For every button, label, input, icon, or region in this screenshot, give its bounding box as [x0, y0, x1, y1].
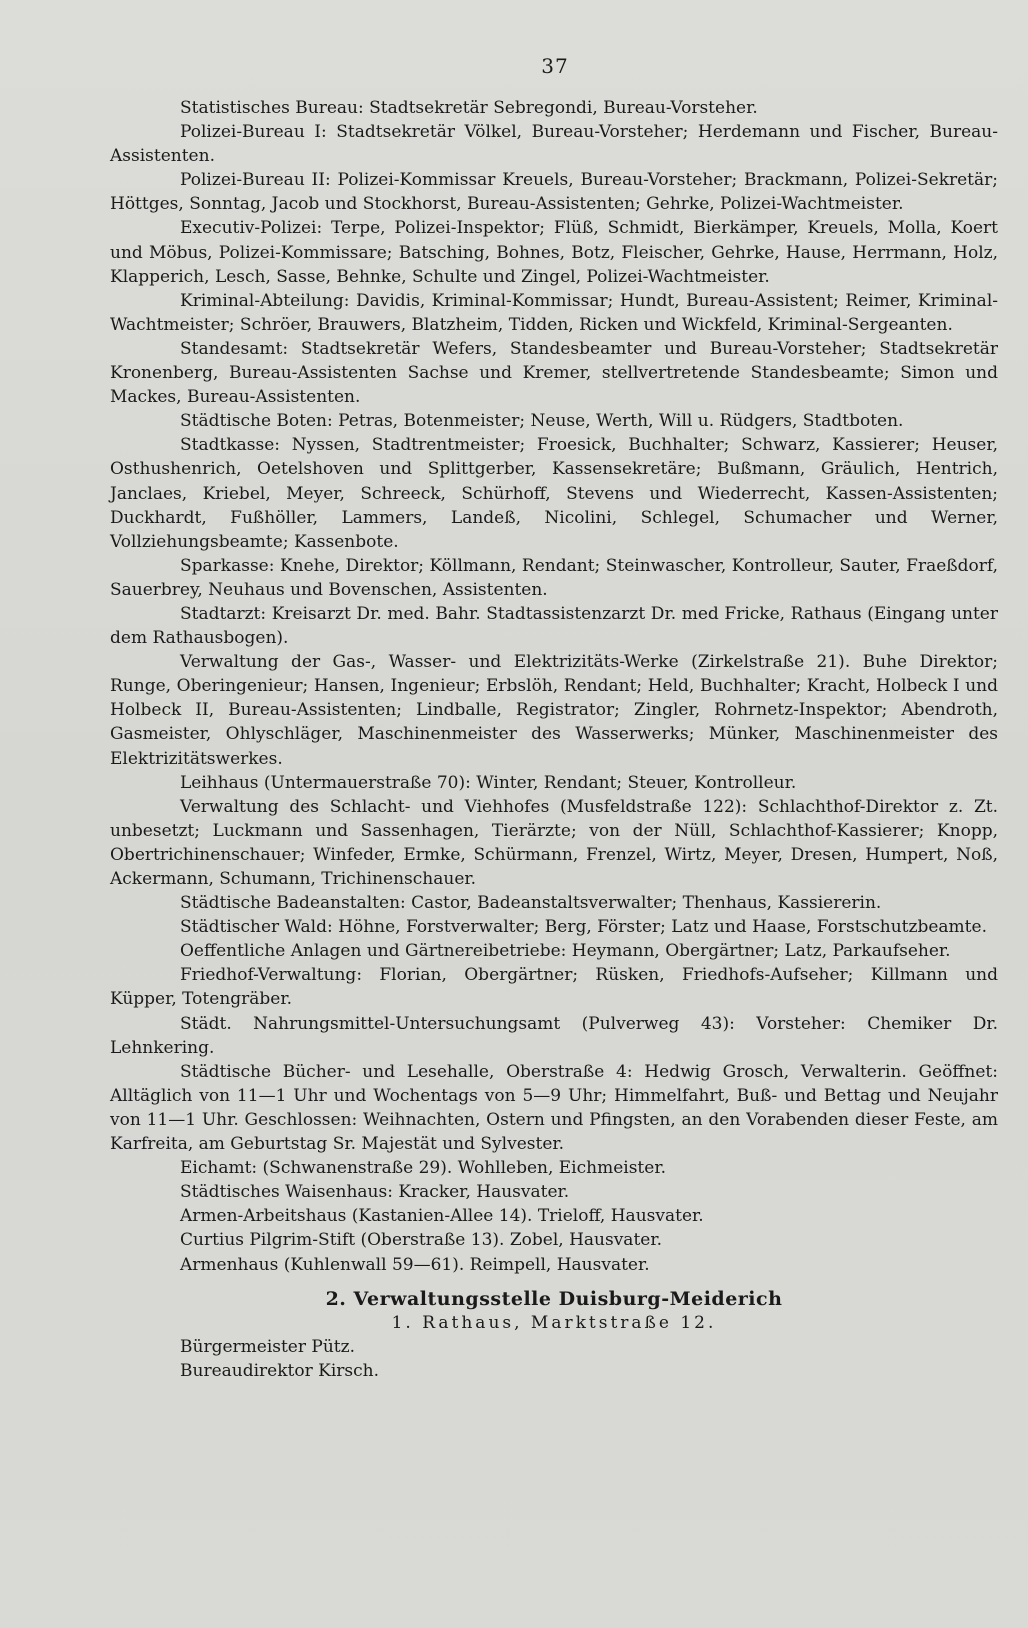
paragraph: Armenhaus (Kuhlenwall 59—61). Reimpell, Hausvater.	[180, 1254, 650, 1275]
paragraph: Städtische Badeanstalten: Castor, Badeanstaltsverwalter; Thenhaus, Kassiererin.	[180, 893, 882, 914]
paragraph: Städtischer Wald: Höhne, Forstverwalter; Berg, Förster; Latz und Haase, Forstschutzbeamte.	[180, 917, 987, 938]
paragraph: Eichamt: (Schwanenstraße 29). Wohlleben, Eichmeister.	[180, 1158, 666, 1179]
paragraph: Polizei-Bureau I: Stadtsekretär Völkel, Bureau-Vorsteher; Herdemann und Fischer, Bureau-Assistenten.	[110, 122, 998, 167]
paragraph: Sparkasse: Knehe, Direktor; Köllmann, Rendant; Steinwascher, Kontrolleur, Sauter, Fraeßdorf, Sauerbrey, Neuhaus und Bovenschen, Assistenten.	[110, 555, 998, 600]
paragraph: Städtische Boten: Petras, Botenmeister; Neuse, Werth, Will u. Rüdgers, Stadtboten.	[180, 411, 904, 432]
body-text	[110, 96, 998, 1383]
official-bureau-director: Bureaudirektor Kirsch.	[180, 1360, 379, 1381]
paragraph: Armen-Arbeitshaus (Kastanien-Allee 14). Trieloff, Hausvater.	[180, 1206, 704, 1227]
paragraph: Executiv-Polizei: Terpe, Polizei-Inspektor; Flüß, Schmidt, Bierkämper, Kreuels, Molla, Koert und Möbus, Polizei-Kommissare; Batsching, Bohnes, Botz, Fleischer, Gehrke, Hause, Herrmann, Holz, Klapperich, Lesch, Sasse, Behnke, Schulte und Zingel, Polizei-Wachtmeister.	[110, 218, 998, 287]
paragraph: Stadtarzt: Kreisarzt Dr. med. Bahr. Stadtassistenzarzt Dr. med Fricke, Rathaus (Eingang unter dem Rathausbogen).	[110, 603, 998, 649]
paragraph: Städt. Nahrungsmittel-Untersuchungsamt (Pulverweg 43): Vorsteher: Chemiker Dr. Lehnkering.	[110, 1013, 998, 1058]
section-heading: 2. Verwaltungsstelle Duisburg-Meiderich	[325, 1287, 783, 1310]
paragraph: Stadtkasse: Nyssen, Stadtrentmeister; Froesick, Buchhalter; Schwarz, Kassierer; Heuser, Osthushenrich, Oetelshoven und Splittgerber, Kassensekretäre; Bußmann, Gräulich, Hentrich, Janclaes, Kriebel, Meyer, Schreeck, Schürhoff, Stevens und Wiederrecht, Kassen-Assistenten; Duckhardt, Fußhöller, Lammers, Landeß, Nicolini, Schlegel, Schumacher und Werner, Vollziehungsbeamte; Kassenbote.	[110, 435, 998, 552]
paragraph: Standesamt: Stadtsekretär Wefers, Standesbeamter und Bureau-Vorsteher; Stadtsekretär Kronenberg, Bureau-Assistenten Sachse und Kremer, stellvertretende Standesbeamte; Simon und Mackes, Bureau-Assistenten.	[110, 338, 998, 408]
paragraph: Oeffentliche Anlagen und Gärtnereibetriebe: Heymann, Obergärtner; Latz, Parkaufseher.	[180, 941, 951, 962]
official-mayor: Bürgermeister Pütz.	[180, 1336, 355, 1357]
paragraph: Statistisches Bureau: Stadtsekretär Sebregondi, Bureau-Vorsteher.	[180, 98, 758, 118]
paragraph: Leihhaus (Untermauerstraße 70): Winter, Rendant; Steuer, Kontrolleur.	[180, 772, 797, 793]
paragraph: Städtische Bücher- und Lesehalle, Oberstraße 4: Hedwig Grosch, Verwalterin. Geöffnet: Alltäglich von 11—1 Uhr und Wochentags von 5—9 Uhr; Himmelfahrt, Buß- und Bettag und Neujahr von 11—1 Uhr. Geschlossen: Weihnachten, Ostern und Pfingsten, an den Vorabenden dieser Feste, am Karfreita, am Geburtstag Sr. Majestät und Sylvester.	[110, 1061, 998, 1155]
section-subheading: 1. Rathaus, Marktstraße 12.	[391, 1312, 717, 1333]
paragraph: Kriminal-Abteilung: Davidis, Kriminal-Kommissar; Hundt, Bureau-Assistent; Reimer, Kriminal-Wachtmeister; Schröer, Brauwers, Blatzheim, Tidden, Ricken und Wickfeld, Kriminal-Sergeanten.	[110, 290, 998, 335]
paragraph: Friedhof-Verwaltung: Florian, Obergärtner; Rüsken, Friedhofs-Aufseher; Killmann und Küpper, Totengräber.	[110, 965, 998, 1010]
paragraph: Städtisches Waisenhaus: Kracker, Hausvater.	[180, 1182, 570, 1203]
paragraph: Curtius Pilgrim-Stift (Oberstraße 13). Zobel, Hausvater.	[180, 1230, 663, 1251]
paragraph: Polizei-Bureau II: Polizei-Kommissar Kreuels, Bureau-Vorsteher; Brackmann, Polizei-Sekretär; Höttges, Sonntag, Jacob und Stockhorst, Bureau-Assistenten; Gehrke, Polizei-Wachtmeister.	[110, 170, 998, 215]
paragraph: Verwaltung der Gas-, Wasser- und Elektrizitäts-Werke (Zirkelstraße 21). Buhe Direktor; Runge, Oberingenieur; Hansen, Ingenieur; Erbslöh, Rendant; Held, Buchhalter; Kracht, Holbeck I und Holbeck II, Bureau-Assistenten; Lindballe, Registrator; Zingler, Rohrnetz-Inspektor; Abendroth, Gasmeister, Ohlyschläger, Maschinenmeister des Wasserwerks; Münker, Maschinenmeister des Elektrizitätswerkes.	[110, 652, 998, 769]
page-number: 37	[541, 54, 569, 78]
paragraph: Verwaltung des Schlacht- und Viehhofes (Musfeldstraße 122): Schlachthof-Direktor z. Zt. unbesetzt; Luckmann und Sassenhagen, Tierärzte; von der Nüll, Schlachthof-Kassierer; Knopp, Obertrichinenschauer; Winfeder, Ermke, Schürmann, Frenzel, Wirtz, Meyer, Dresen, Humpert, Noß, Ackermann, Schumann, Trichinenschauer.	[110, 796, 998, 889]
